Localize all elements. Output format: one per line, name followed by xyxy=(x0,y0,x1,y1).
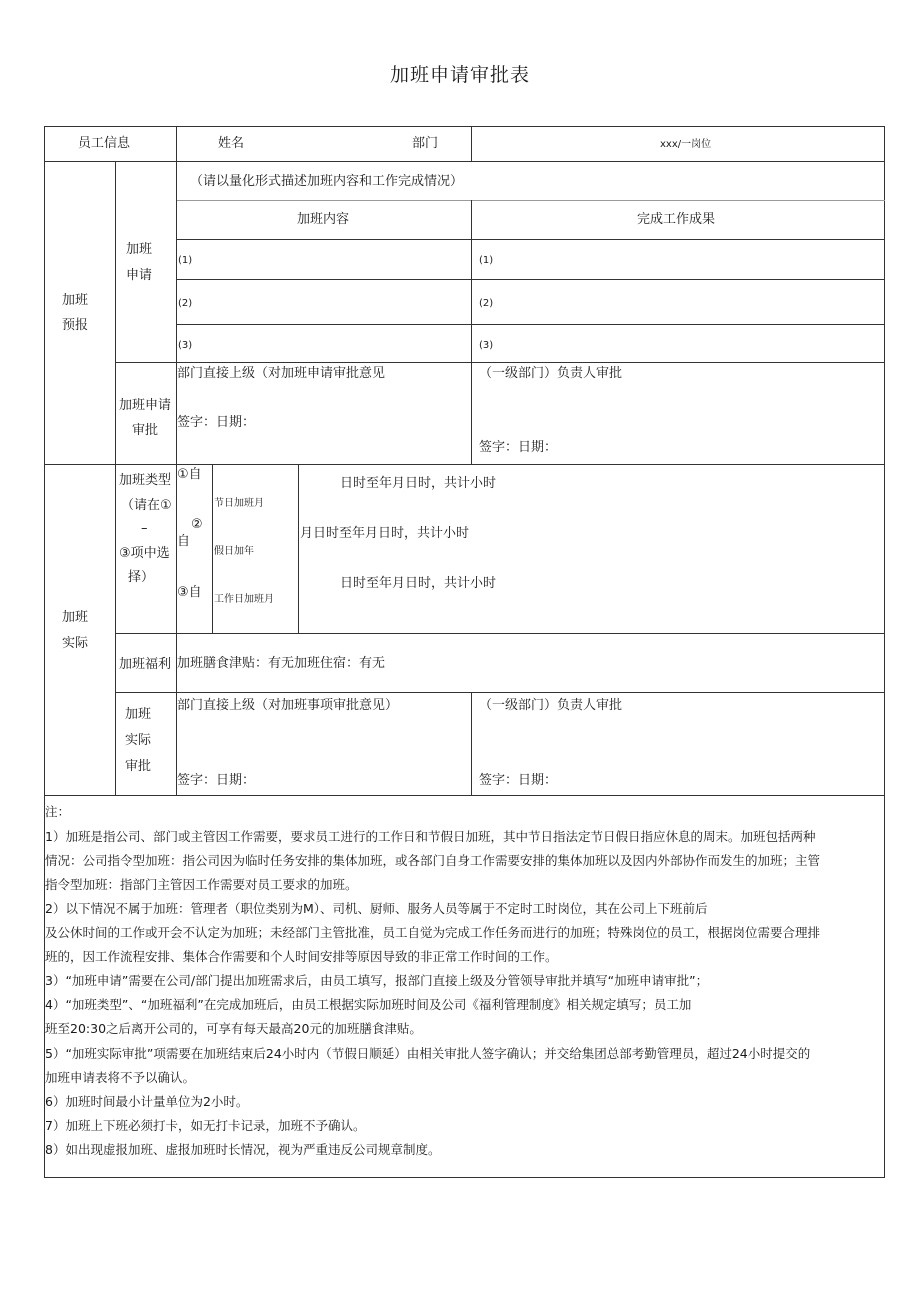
welfare-label: 加班福利 xyxy=(119,657,172,672)
actual-head-approval-label: （一级部门）负责人审批 xyxy=(479,698,623,713)
row-line xyxy=(44,795,885,796)
note-line: 班的，因工作流程安排、集体合作需要和个人时间安排等原因导致的非正常工作时间的工作。 xyxy=(45,949,558,964)
row-line xyxy=(176,324,885,325)
row-line xyxy=(44,464,885,465)
pre-report-label-line2: 预报 xyxy=(62,318,89,333)
holiday-option-marker: ①自 xyxy=(177,467,202,482)
actual-approval-label-line2: 实际 xyxy=(125,733,152,748)
content-row-1: (1) xyxy=(178,255,193,266)
overtime-type-label-line4: ③项中选 xyxy=(119,546,170,561)
note-line: 指令型加班：指部门主管因工作需要对员工要求的加班。 xyxy=(45,877,358,892)
col-line xyxy=(298,464,299,634)
note-line: 3）“加班申请”需要在公司/部门提出加班需求后，由员工填写，报部门直接上级及分管领导审批并填写“加班申请审批”； xyxy=(45,973,709,988)
table-border-top xyxy=(44,126,885,127)
note-line: 2）以下情况不属于加班：管理者（职位类别为M）、司机、厨师、服务人员等属于不定时工时岗位，其在公司上下班前后 xyxy=(45,901,708,916)
note-line: 班至20:30之后离开公司的，可享有每天最高20元的加班膳食津贴。 xyxy=(45,1021,422,1036)
department-field-label: 部门 xyxy=(412,136,439,151)
name-field-label: 姓名 xyxy=(218,136,245,151)
weekend-option-marker: ② xyxy=(191,517,203,532)
head-approval-label: （一级部门）负责人审批 xyxy=(479,366,623,381)
note-line: 4）“加班类型”、“加班福利”在完成加班后，由员工根据实际加班时间及公司《福利管理制度》相关规定填写；员工加 xyxy=(45,997,692,1012)
result-row-2: (2) xyxy=(479,298,494,309)
application-instruction: （请以量化形式描述加班内容和工作完成情况） xyxy=(190,174,464,189)
table-border-right xyxy=(884,126,885,1178)
notes-heading: 注： xyxy=(45,804,71,819)
page-title: 加班申请审批表 xyxy=(389,64,530,86)
actual-label-line1: 加班 xyxy=(62,610,89,625)
row-line xyxy=(44,161,885,162)
application-approval-label-line1: 加班申请 xyxy=(119,398,172,413)
workday-option-name: 工作日加班月 xyxy=(214,594,274,605)
workday-option-marker: ③自 xyxy=(177,585,202,600)
note-line: 1）加班是指公司、部门或主管因工作需要，要求员工进行的工作日和节假日加班，其中节日指法定节日假日指应休息的周末。加班包括两种 xyxy=(45,829,816,844)
result-row-1: (1) xyxy=(479,255,494,266)
note-line: 5）“加班实际审批”项需要在加班结束后24小时内（节假日顺延）由相关审批人签字确认；并交给集团总部考勤管理员，超过24小时提交的 xyxy=(45,1046,811,1061)
head-signature-date: 签字：日期： xyxy=(479,440,558,455)
note-line: 6）加班时间最小计量单位为2小时。 xyxy=(45,1094,249,1109)
note-line: 7）加班上下班必须打卡，如无打卡记录，加班不予确认。 xyxy=(45,1118,366,1133)
application-approval-label-line2: 审批 xyxy=(132,423,159,438)
col-line xyxy=(471,200,472,465)
workday-option-time: 日时至年月日时，共计小时 xyxy=(340,576,497,591)
supervisor-opinion-label: 部门直接上级（对加班申请审批意见 xyxy=(177,366,386,381)
overtime-type-label-line5: 择） xyxy=(128,570,155,585)
note-line: 加班申请表将不予以确认。 xyxy=(45,1070,196,1085)
result-column-header: 完成工作成果 xyxy=(637,212,716,227)
row-line xyxy=(176,239,885,240)
note-line: 8）如出现虚报加班、虚报加班时长情况，视为严重违反公司规章制度。 xyxy=(45,1142,441,1157)
content-row-3: (3) xyxy=(178,340,193,351)
post-field-label: xxx/一岗位 xyxy=(660,139,712,150)
welfare-text: 加班膳食津贴：有无加班住宿：有无 xyxy=(177,656,386,671)
overtime-type-label-line2: （请在① xyxy=(121,498,172,513)
application-label-line1: 加班 xyxy=(126,242,153,257)
holiday-option-name: 节日加班月 xyxy=(214,498,264,509)
col-line xyxy=(471,126,472,161)
content-column-header: 加班内容 xyxy=(297,212,350,227)
actual-approval-label-line3: 审批 xyxy=(125,759,152,774)
row-line xyxy=(176,200,885,201)
actual-label-line2: 实际 xyxy=(62,636,89,651)
weekend-option-time: 月日时至年月日时，共计小时 xyxy=(300,526,470,541)
col-line xyxy=(471,692,472,796)
col-line xyxy=(115,161,116,796)
application-label-line2: 申请 xyxy=(126,268,153,283)
table-border-bottom xyxy=(44,1177,885,1178)
actual-head-signature-date: 签字：日期： xyxy=(479,773,558,788)
row-line xyxy=(176,279,885,280)
supervisor-signature-date: 签字：日期： xyxy=(177,415,256,430)
row-line xyxy=(115,633,885,634)
holiday-option-time: 日时至年月日时，共计小时 xyxy=(340,476,497,491)
result-row-3: (3) xyxy=(479,340,494,351)
actual-supervisor-signature-date: 签字：日期： xyxy=(177,773,256,788)
row-line xyxy=(115,692,885,693)
employee-info-label: 员工信息 xyxy=(78,136,131,151)
col-line xyxy=(176,126,177,796)
weekend-option-name: 假日加年 xyxy=(214,546,254,557)
col-line xyxy=(212,464,213,634)
weekend-option-marker-suffix: 自 xyxy=(177,534,191,549)
actual-approval-label-line1: 加班 xyxy=(125,707,152,722)
note-line: 及公休时间的工作或开会不认定为加班；未经部门主管批准，员工自觉为完成工作任务而进行的加班；特殊岗位的员工，根据岗位需要合理排 xyxy=(45,925,821,940)
content-row-2: (2) xyxy=(178,298,193,309)
overtime-type-label-line1: 加班类型 xyxy=(119,473,172,488)
actual-supervisor-opinion-label: 部门直接上级（对加班事项审批意见） xyxy=(177,698,399,713)
note-line: 情况：公司指令型加班：指公司因为临时任务安排的集体加班，或各部门自身工作需要安排的集体加班以及因内外部协作而发生的加班；主管 xyxy=(45,853,821,868)
pre-report-label-line1: 加班 xyxy=(62,293,89,308)
row-line xyxy=(115,362,885,363)
overtime-type-label-line3: – xyxy=(141,521,148,536)
